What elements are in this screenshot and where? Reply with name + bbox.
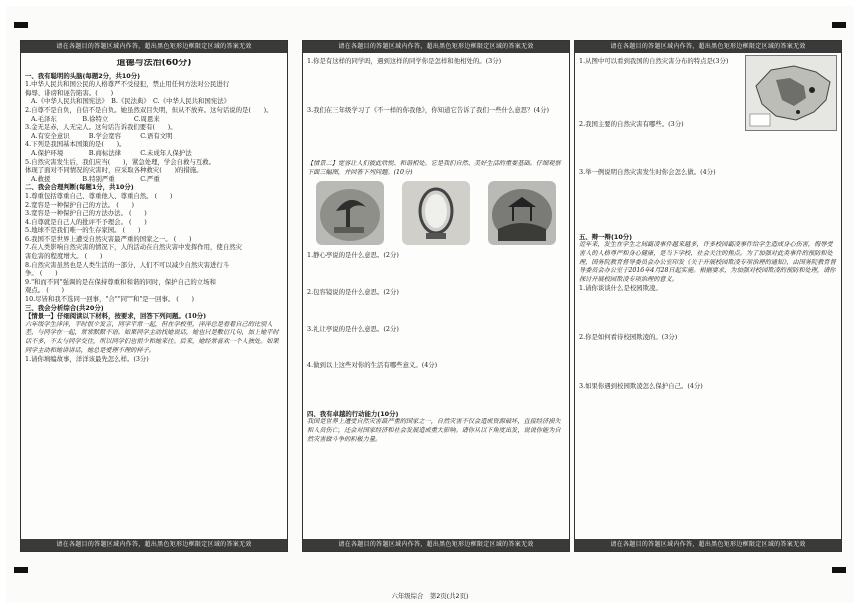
- registration-mark: [14, 567, 28, 573]
- judgement-6: 6.我国不是世界上遭受自然灾害最严重的国家之一。 ( ): [25, 234, 192, 243]
- judgement-9: 9."和而不同"强调的是在保持尊重和和谐的同时，保护自己的立场和: [25, 277, 216, 286]
- judgement-8-cont: 争。 ( ): [25, 269, 58, 278]
- registration-mark: [832, 567, 846, 573]
- map-question-3: 3.举一例说明自然灾害发生时你会怎么做。(4分): [579, 168, 716, 177]
- answer-panel-3: [574, 40, 842, 552]
- judgement-1: 1.尊重包括尊重自己、尊重他人、尊重自然。 ( ): [25, 191, 173, 200]
- registration-mark: [14, 22, 28, 28]
- answer-panel-1: [20, 40, 288, 552]
- map-question-1: 1.从图中可以看到我国的自然灾害分布的特点是(3分): [579, 57, 729, 65]
- section-5-heading: 五、辩一辩(10分): [579, 232, 633, 241]
- case-1-question-1: 1.请你填编故事，洋洋该最先怎么样。(3分): [25, 355, 149, 364]
- case-1-passage: 六年级学生洋洋，平时很少发言，同学平常一起，但在学校里，洋洋总是看着自己的比别人差，与同学在一起，常常默默不语。如果同学主动找她说话，她也只是敷衍几句，加上她平时话不多，不太与同学交往，所以同学们也很少和她来往。后来，她经常喜欢一个人独处。如果同学主动和她讲讲话，她总是爱理不理的样子。: [25, 320, 279, 354]
- answer-space[interactable]: [307, 260, 565, 288]
- case-2-question-4: 4.做到以上这些对你的生活有哪些意义。(4分): [307, 361, 438, 370]
- panel-3-content: [579, 57, 837, 535]
- case-2-question-1: 1.静心亭说的是什么意思。(2分): [307, 251, 399, 260]
- tree-rock-icon: [316, 181, 384, 245]
- question-5-cont: 体现了面对不同情况的灾害时，应采取各种救灾( )的措施。: [25, 166, 203, 175]
- section-5-passage: 近年来，发生在学生之间霸凌事件越来越多，许多校园霸凌事件给学生造成身心伤害，侮辱受害人的人格尊严和身心健康，是当下学校、社会关注的焦点。为了加强对此类事件的预防和处理，国务院教育督导委员会办公室印发《关于开展校园欺凌专项治理的通知》，由国务院教育督导委员会办公室于2016年4月28日起实施。根据要求，为加强对校园欺凌的预防和处理，请你探讨开展校园欺凌专项治理的意义。: [579, 241, 836, 283]
- case-2-question-3: 3.礼让亭说的是什么意思。(2分): [307, 324, 399, 333]
- pavilion-icon: [488, 181, 556, 245]
- section-3-heading: 三、我会分析综合(共20分): [25, 303, 104, 312]
- question-2-options: A.毛泽东 B.徐特立 C.周恩来: [31, 114, 160, 123]
- answer-space[interactable]: [307, 66, 565, 106]
- answer-space[interactable]: [307, 333, 565, 361]
- judgement-8: 8.自然灾害虽然也是人类生活的一部分，人们不可以减少自然灾害进行斗: [25, 260, 230, 269]
- judgement-7-cont: 害危害的程度增大。 ( ): [25, 252, 103, 261]
- notice-bar-top: 请在各题目的答题区域内作答，超出黑色矩形边框限定区域的答案无效: [21, 41, 287, 53]
- section-4-passage: 我国是世界上遭受自然灾害最严重的国家之一，自然灾害不仅会造成资源破坏，直接经济损失和人员伤亡，还会对国家经济和社会发展造成重大影响。请你从以下角度出发，说说你能为自然灾害做斗争的积极力量。: [307, 418, 561, 443]
- answer-panel-2: [302, 40, 570, 552]
- question-4: 4.下列是我国基本国策的是( )。: [25, 140, 126, 149]
- case-1-heading: 【情景一】仔细阅读以下材料，按要求，回答下列问题。(10分): [25, 312, 207, 321]
- section-4-heading: 四、我有卓越的行动能力(10分): [307, 409, 399, 418]
- case-2-question-2: 2.包容镜说的是什么意思。(2分): [307, 287, 399, 296]
- question-2: 2.自尊不是自负，自信不是自负。她虽然双目失明，但从不放弃。这句话说的是( )。: [25, 105, 273, 114]
- section-5-question-3: 3.如果你遇到校园欺凌怎么保护自己。(4分): [579, 381, 703, 390]
- section-1-heading: 一、我有聪明的头脑(每题2分，共10分): [25, 71, 141, 80]
- case-1-question-3: 3.我们在三年级学习了《不一样的你我他》，你知道它告诉了我们一些什么意思？(4分): [307, 105, 550, 114]
- answer-space[interactable]: [307, 297, 565, 325]
- answer-space[interactable]: [307, 114, 565, 154]
- question-5: 5.自然灾害发生后，我们应当( )，紧急处理，学会自救与互救。: [25, 157, 216, 166]
- exam-sheet: [6, 6, 854, 603]
- question-1-options: A.《中华人民共和国宪法》 B.《民法典》 C.《中华人民共和国宪法》: [31, 97, 230, 106]
- question-4-options: A.保护环境 B.商标法律 C.未成年人保护法: [31, 148, 192, 157]
- answer-space[interactable]: [579, 66, 837, 120]
- answer-space[interactable]: [579, 128, 837, 168]
- judgement-3: 3.宽容是一种保护自己的方法办法。 ( ): [25, 209, 147, 218]
- judgement-9-cont: 观点。 ( ): [25, 286, 64, 295]
- case-2-heading: 【情景二】宽容让人们彼此欣悦、和谐相处。它是我们自然、美好生活的重要基础。仔细观察下面三幅图，并回答下列问题。(10分): [307, 160, 561, 176]
- judgement-7: 7.在人类影响自然灾害的情况下，人的活动在自然灾害中发挥作用，使自然灾: [25, 243, 242, 252]
- answer-space[interactable]: [307, 370, 565, 410]
- registration-mark: [832, 22, 846, 28]
- section-2-heading: 二、我会合理判断(每题1分，共10分): [25, 183, 134, 192]
- question-3-options: A.有安全意识 B.学会宽容 C.语有文明: [31, 131, 173, 140]
- page-footer: 六年级综合 第2页(共2页): [391, 592, 469, 600]
- courtesy-pavilion-image: [488, 181, 556, 245]
- mirror-icon: [402, 181, 470, 245]
- judgement-5: 5.地球不是我们唯一的生存家园。 ( ): [25, 226, 141, 235]
- notice-bar-bottom: 请在各题目的答题区域内作答，超出黑色矩形边框限定区域的答案无效: [575, 539, 841, 551]
- case-1-question-2: 1.你是有这样的同学吗，遇到这样的同学你是怎样和他相处的。(3分): [307, 57, 502, 65]
- quiet-pavilion-image: [316, 181, 384, 245]
- case-2-images: [307, 181, 565, 245]
- answer-space[interactable]: [579, 293, 837, 333]
- question-1-cont: 侮辱、诽谤和诬告陷害。( ): [25, 88, 114, 97]
- section-5-question-2: 2.你是如何看待校园欺凌的。(3分): [579, 332, 678, 341]
- question-3: 3.金无足赤，人无完人。这句话告诉我们要有( )。: [25, 123, 177, 132]
- notice-bar-bottom: 请在各题目的答题区域内作答，超出黑色矩形边框限定区域的答案无效: [21, 539, 287, 551]
- section-5-question-1: 1.请你谈谈什么是校园欺凌。: [579, 284, 662, 293]
- tolerance-mirror-image: [402, 181, 470, 245]
- question-1: 1.中华人民共和国公民的人格尊严不受侵犯，禁止用任何方法对公民进行: [25, 80, 230, 89]
- notice-bar-top: 请在各题目的答题区域内作答，超出黑色矩形边框限定区域的答案无效: [303, 41, 569, 53]
- judgement-2: 2.宽容是一种保护自己的方法。 ( ): [25, 200, 135, 209]
- panel-1-content: [25, 57, 283, 535]
- subject-title: 道德与法治(60分): [116, 59, 192, 68]
- question-5-options: A.救援 B.特别严重 C.严重: [31, 174, 160, 183]
- map-question-2: 2.我国主要的自然灾害有哪些。(3分): [579, 119, 684, 128]
- answer-space[interactable]: [579, 342, 837, 382]
- judgement-10: 10.尽皆和我不选同一回事，"合""同""和"是一回事。 ( ): [25, 295, 195, 304]
- notice-bar-top: 请在各题目的答题区域内作答，超出黑色矩形边框限定区域的答案无效: [575, 41, 841, 53]
- answer-space[interactable]: [579, 177, 837, 233]
- panel-2-content: [307, 57, 565, 535]
- notice-bar-bottom: 请在各题目的答题区域内作答，超出黑色矩形边框限定区域的答案无效: [303, 539, 569, 551]
- judgement-4: 4.自尊就是自己人的批评不予理会。 ( ): [25, 217, 147, 226]
